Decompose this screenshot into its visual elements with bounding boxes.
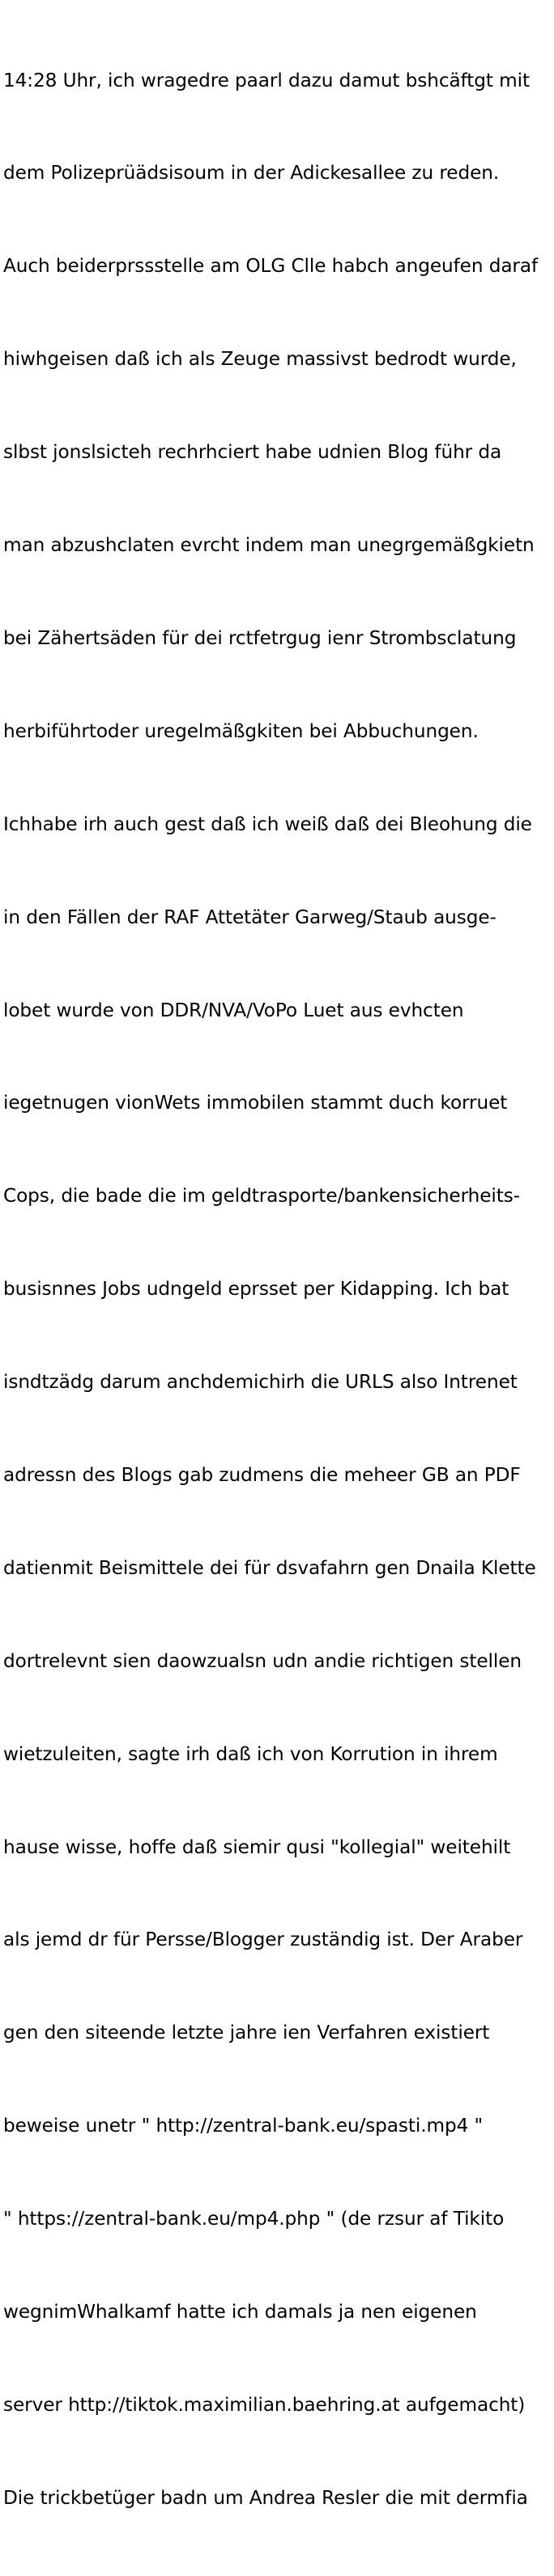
text-line: lobet wurde von DDR/NVA/VoPo Luet aus evhcten	[3, 999, 464, 1021]
text-line: datienmit Beismittele dei für dsvafahrn gen Dnaila Klette	[3, 1556, 536, 1579]
text-line: Ichhabe irh auch gest daß ich weiß daß dei Bleohung die	[3, 813, 532, 835]
text-line: beweise unetr " http://zentral-bank.eu/spasti.mp4 "	[3, 2115, 484, 2137]
text-line: wegnimWhalkamf hatte ich damals ja nen eigenen	[3, 2300, 477, 2323]
text-line: iegetnugen vionWets immobilen stammt duch korruet	[3, 1092, 508, 1114]
text-line: in den Fällen der RAF Attetäter Garweg/Staub ausge-	[3, 906, 496, 928]
text-line: wietzuleiten, sagte irh daß ich von Korrution in ihrem	[3, 1742, 498, 1765]
text-line: herbiführtoder uregelmäßgkiten bei Abbuchungen.	[3, 719, 479, 742]
text-line: server http://tiktok.maximilian.baehring.at aufgemacht)	[3, 2393, 526, 2416]
text-line: isndtzädg darum anchdemichirh die URLS also Intrenet	[3, 1371, 518, 1394]
text-line: dem Polizeprüädsisoum in der Adickesallee zu reden.	[3, 162, 500, 185]
document-text-body	[3, 3, 549, 2576]
text-line: Die trickbetüger badn um Andrea Resler die mit dermfia	[3, 2486, 528, 2509]
text-line: man abzushclaten evrcht indem man unegrgemäßgkietn	[3, 534, 535, 557]
text-line: dortrelevnt sien daowzualsn udn andie richtigen stellen	[3, 1649, 522, 1672]
text-line: als jemd dr für Persse/Blogger zuständig ist. Der Araber	[3, 1929, 523, 1951]
text-line: hiwhgeisen daß ich als Zeuge massivst bedrodt wurde,	[3, 348, 517, 371]
text-line: slbst jonslsicteh rechrhciert habe udnien Blog führ da	[3, 441, 502, 464]
text-line: busisnnes Jobs udngeld eprsset per Kidapping. Ich bat	[3, 1278, 509, 1301]
text-line: 14:28 Uhr, ich wragedre paarl dazu damut bshcäftgt mit	[3, 69, 530, 91]
text-line: hause wisse, hoffe daß siemir qusi "kollegial" weitehilt	[3, 1835, 511, 1858]
text-line: adressn des Blogs gab zudmens die meheer GB an PDF	[3, 1463, 521, 1486]
text-line: Auch beiderprssstelle am OLG Clle habch angeufen daraf	[3, 255, 539, 278]
text-line: bei Zähertsäden für dei rctfetrgug ienr Strombsclatung	[3, 626, 517, 649]
text-line: " https://zentral-bank.eu/mp4.php " (de rzsur af Tikito	[3, 2208, 505, 2230]
text-line: gen den siteende letzte jahre ien Verfahren existiert	[3, 2022, 490, 2044]
text-line: Cops, die bade die im geldtrasporte/bankensicherheits-	[3, 1185, 520, 1207]
